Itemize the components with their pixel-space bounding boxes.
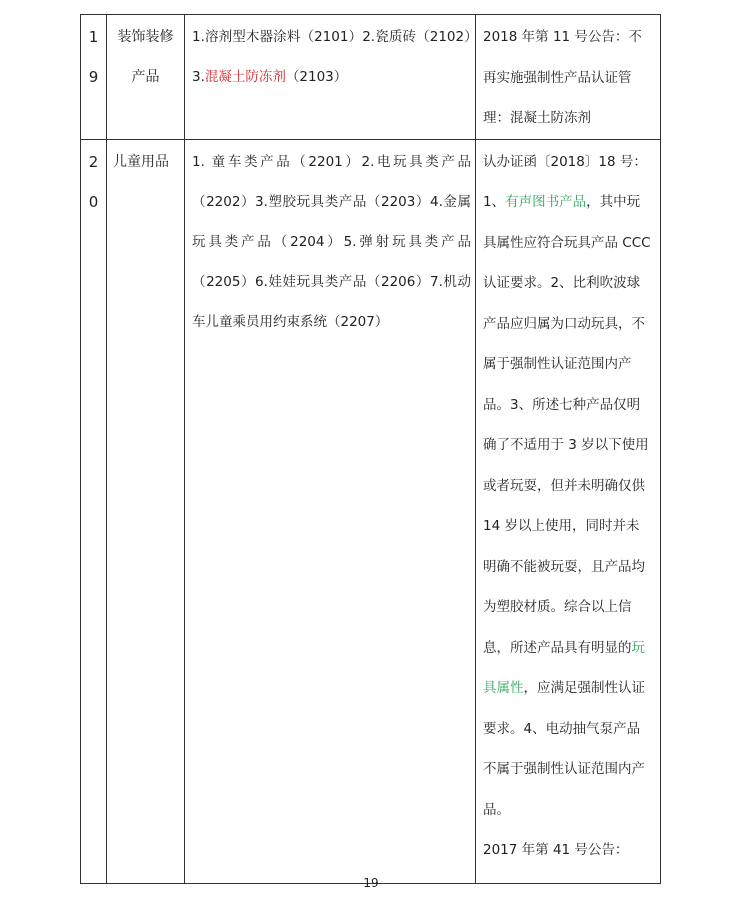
- category-line: 装饰装修: [117, 29, 174, 45]
- category-line: 产品: [131, 69, 160, 85]
- note-segment: 认办证函〔2018〕18 号：1、: [483, 153, 647, 210]
- page-number: 19: [363, 876, 379, 890]
- note-segment: ，应满足强制性认证要求。4、电动抽气泵产品不属于强制性认证范围内产品。: [483, 680, 645, 818]
- table-row: [81, 15, 661, 140]
- category-cell: [107, 139, 185, 883]
- note-segment: ，其中玩具属性应符合玩具产品 CCC 认证要求。2、比利吹波球产品应归属为口动玩具，不属于强制性认证范围内产品。3、所述七种产品仅明确了不适用于 3 岁以下使用或者玩耍，但并未明确仅供 14 岁以上使用，同时并未明确不能被玩耍，且产品均为塑胶材质。综合以上信息，所述产品具有明显的: [483, 194, 651, 656]
- highlighted-term: 玩具属性: [483, 639, 645, 696]
- products-text: 1. 童车类产品（2201）2.电玩具类产品（2202）3.塑胶玩具类产品（2203）4.金属玩具类产品（2204）5.弹射玩具类产品（2205）6.娃娃玩具类产品（2206）7.机动车儿童乘员用约束系统（2207）: [192, 153, 471, 330]
- row-number-cell: [81, 139, 107, 883]
- row-number-digit: 9: [88, 68, 99, 86]
- regulation-table: [80, 14, 661, 884]
- note-cell: [476, 139, 661, 883]
- products-cell: [185, 139, 476, 883]
- products-cell: [185, 15, 476, 140]
- products-text: （2103）: [285, 69, 348, 85]
- highlighted-term: 有声图书产品: [505, 194, 587, 210]
- row-number-digit: 0: [88, 192, 99, 211]
- category-cell: [107, 15, 185, 140]
- category-line: 儿童用品: [113, 153, 169, 170]
- note-segment: 2017 年第 41 号公告：: [483, 842, 629, 858]
- row-number-digit: 1: [88, 28, 99, 46]
- note-cell: [476, 15, 661, 140]
- row-number-cell: [81, 15, 107, 140]
- note-text: [476, 140, 660, 871]
- row-number-digit: 2: [88, 152, 99, 171]
- highlighted-product: 混凝土防冻剂: [204, 69, 286, 85]
- note-text: 2018 年第 11 号公告：不再实施强制性产品认证管理：混凝土防冻剂: [483, 29, 642, 126]
- table-row: [81, 139, 661, 883]
- products-text: 1.溶剂型木器涂料（2101）2.瓷质砖（2102）3.: [192, 29, 471, 85]
